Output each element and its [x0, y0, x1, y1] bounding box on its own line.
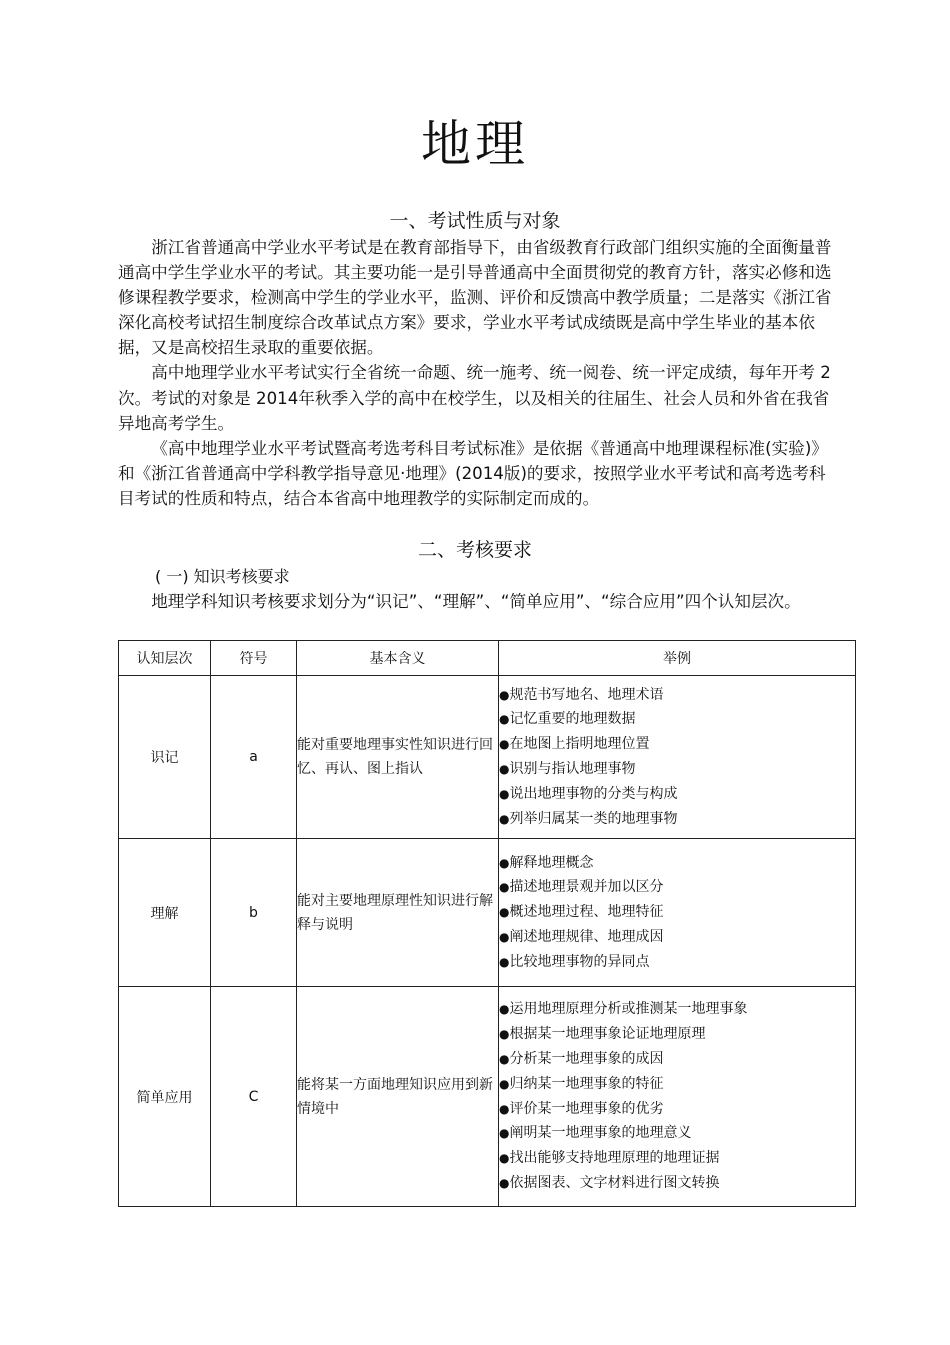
list-item: ●描述地理景观并加以区分 [499, 879, 664, 896]
list-item: ●在地图上指明地理位置 [499, 736, 650, 753]
section-heading-nature: 一、考试性质与对象 [389, 210, 561, 232]
list-item: ●概述地理过程、地理特征 [499, 904, 664, 921]
meaning-cell: 能对重要地理事实性知识进行回忆、再认、图上指认 [297, 676, 499, 839]
meaning-cell: 能对主要地理原理性知识进行解释与说明 [297, 839, 499, 987]
subheading-knowledge: ( 一) 知识考核要求 [155, 567, 290, 586]
table-row [119, 676, 856, 839]
list-item: ●依据图表、文字材料进行图文转换 [499, 1174, 720, 1191]
list-item: ●记忆重要的地理数据 [499, 711, 636, 728]
bullet-icon: ● [499, 1126, 510, 1141]
paragraph: 地理学科知识考核要求划分为“识记”、“理解”、“简单应用”、“综合应用”四个认知层次。 [151, 592, 801, 611]
bullet-icon: ● [499, 1101, 510, 1116]
list-item: ●找出能够支持地理原理的地理证据 [499, 1150, 720, 1167]
bullet-icon: ● [499, 954, 510, 969]
table-row [119, 987, 856, 1207]
table-header-row [119, 641, 856, 676]
header-cell: 符号 [211, 641, 297, 676]
bullet-icon: ● [499, 687, 510, 702]
level-cell: 理解 [119, 839, 211, 987]
bullet-icon: ● [499, 762, 510, 776]
table-row [119, 839, 856, 987]
examples-cell [499, 676, 856, 839]
list-item: ●评价某一地理事象的优劣 [499, 1100, 664, 1117]
examples-list [499, 851, 855, 975]
paragraph: 高中地理学业水平考试实行全省统一命题、统一施考、统一阅卷、统一评定成绩，每年开考 2次。考试的对象是 2014年秋季入学的高中在校学生，以及相关的往届生、社会人员和外省在我省异地高考学生。 [118, 363, 831, 433]
symbol-cell: C [211, 987, 297, 1207]
examples-list [499, 997, 855, 1195]
list-item: ●运用地理原理分析或推测某一地理事象 [499, 1001, 748, 1018]
bullet-icon: ● [499, 786, 510, 801]
list-item: ●比较地理事物的异同点 [499, 953, 650, 970]
bullet-icon: ● [499, 1151, 510, 1166]
meaning-cell: 能将某一方面地理知识应用到新情境中 [297, 987, 499, 1207]
section-body-nature [118, 235, 833, 511]
level-cell: 识记 [119, 676, 211, 839]
paragraph: 浙江省普通高中学业水平考试是在教育部指导下，由省级教育行政部门组织实施的全面衡量普通高中学生学业水平的考试。其主要功能一是引导普通高中全面贯彻党的教育方针，落实必修和选修课程教学要求，检测高中学生的学业水平，监测、评价和反馈高中教学质量；二是落实《浙江省深化高校考试招生制度综合改革试点方案》要求，学业水平考试成绩既是高中学生毕业的基本依据，又是高校招生录取的重要依据。 [118, 238, 832, 358]
intro-paragraph [118, 589, 833, 614]
examples-cell [499, 987, 856, 1207]
bullet-icon: ● [499, 712, 510, 727]
bullet-icon: ● [499, 811, 510, 826]
list-item: ●阐明某一地理事象的地理意义 [499, 1125, 692, 1142]
section-heading-requirements: 二、考核要求 [417, 539, 532, 561]
cognitive-level-table [118, 640, 856, 1207]
bullet-icon: ● [499, 1002, 510, 1017]
page-title: 地理 [421, 115, 529, 173]
header-cell: 基本含义 [297, 641, 499, 676]
paragraph: 《高中地理学业水平考试暨高考选考科目考试标准》是依据《普通高中地理课程标准(实验)》和《浙江省普通高中学科教学指导意见·地理》(2014版)的要求，按照学业水平考试和高考选考科目考试的性质和特点，结合本省高中地理教学的实际制定而成的。 [118, 438, 828, 508]
bullet-icon: ● [499, 929, 510, 944]
header-cell: 认知层次 [119, 641, 211, 676]
bullet-icon: ● [499, 1027, 510, 1042]
list-item: ●说出地理事物的分类与构成 [499, 785, 678, 802]
list-item: ●归纳某一地理事象的特征 [499, 1075, 664, 1092]
symbol-cell: a [211, 676, 297, 839]
bullet-icon: ● [499, 737, 510, 752]
bullet-icon: ● [499, 1051, 510, 1066]
list-item: ●根据某一地理事象论证地理原理 [499, 1026, 706, 1043]
level-cell: 简单应用 [119, 987, 211, 1207]
bullet-icon: ● [499, 1076, 510, 1091]
examples-cell [499, 839, 856, 987]
bullet-icon: ● [499, 905, 510, 920]
list-item: ●列举归属某一类的地理事物 [499, 810, 678, 827]
list-item: ●阐述地理规律、地理成因 [499, 928, 664, 945]
header-cell: 举例 [499, 641, 856, 676]
list-item: ●规范书写地名、地理术语 [499, 686, 664, 703]
list-item: ●识别与指认地理事物 [499, 761, 636, 777]
bullet-icon: ● [499, 880, 510, 895]
symbol-cell: b [211, 839, 297, 987]
examples-list [499, 683, 855, 832]
list-item: ●分析某一地理事象的成因 [499, 1050, 664, 1067]
bullet-icon: ● [499, 855, 510, 870]
list-item: ●解释地理概念 [499, 854, 594, 871]
bullet-icon: ● [499, 1175, 510, 1190]
